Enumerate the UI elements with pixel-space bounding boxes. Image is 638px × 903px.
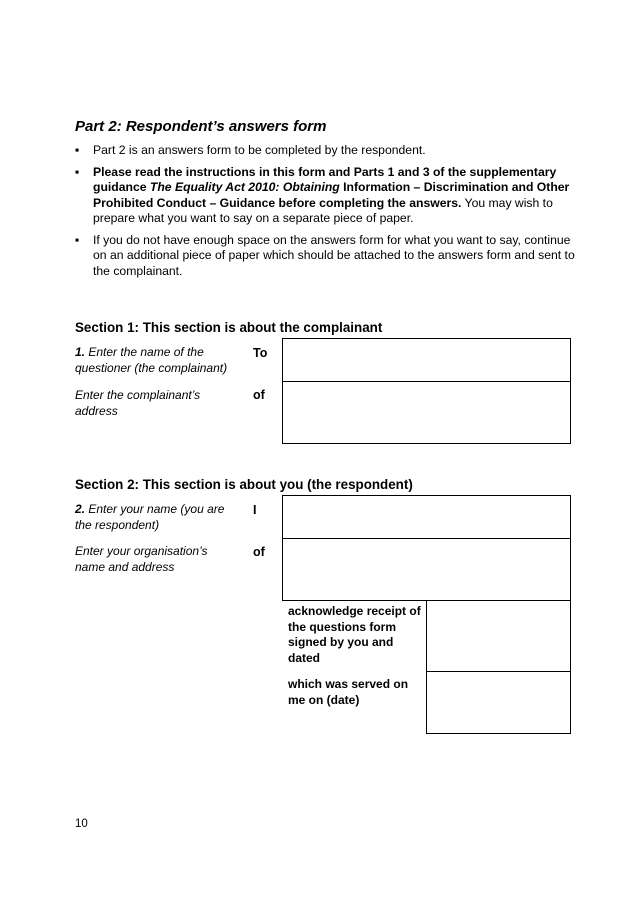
complainant-name-label: 1. Enter the name of the questioner (the complainant)	[75, 345, 228, 375]
instruction-item	[75, 233, 575, 280]
respondent-name-field[interactable]	[282, 495, 571, 539]
organisation-field[interactable]	[282, 538, 571, 601]
of-key: of	[253, 388, 265, 402]
instruction-item	[75, 165, 575, 227]
bullet-icon: ▪	[75, 143, 80, 157]
section1-title: Section 1: This section is about the complainant	[75, 320, 383, 335]
organisation-label: Enter your organisation’s name and address	[75, 544, 208, 574]
instruction-text-bold: Please read the instructions in this form and Parts 1 and 3 of the supplementary guidance	[93, 164, 557, 194]
instruction-item	[75, 143, 575, 159]
instruction-text: You may wish to prepare what you want to say on a separate piece of paper.	[93, 195, 553, 225]
dated-field[interactable]	[426, 600, 571, 672]
part-title: Part 2: Respondent’s answers form	[75, 118, 327, 135]
served-date-field[interactable]	[426, 671, 571, 734]
complainant-name-field[interactable]	[282, 338, 571, 382]
bullet-icon: ▪	[75, 164, 80, 179]
served-label: which was served on me on (date)	[288, 677, 409, 707]
instruction-text: If you do not have enough space on the answers form for what you want to say, continue on an additional piece of paper which should be attached to the answers form and sent to the complainant.	[93, 232, 575, 278]
of-key: of	[253, 545, 265, 559]
instruction-text: Part 2 is an answers form to be completed by the respondent.	[93, 143, 426, 157]
bullet-icon: ▪	[75, 232, 80, 247]
complainant-address-label: Enter the complainant’s address	[75, 388, 201, 418]
instructions-list	[75, 143, 575, 285]
i-key: I	[253, 503, 257, 517]
complainant-address-field[interactable]	[282, 381, 571, 444]
respondent-name-label: 2. Enter your name (you are the respondent)	[75, 502, 225, 532]
acknowledge-label: acknowledge receipt of the questions form signed by you and dated	[288, 604, 421, 665]
instruction-text-bold: Information – Discrimination and Other Prohibited Conduct – Guidance before completing the answers.	[93, 180, 570, 210]
page-number: 10	[75, 818, 88, 830]
guidance-title: The Equality Act 2010: Obtaining	[149, 180, 340, 194]
to-key: To	[253, 346, 268, 360]
section2-title: Section 2: This section is about you (the respondent)	[75, 477, 413, 492]
